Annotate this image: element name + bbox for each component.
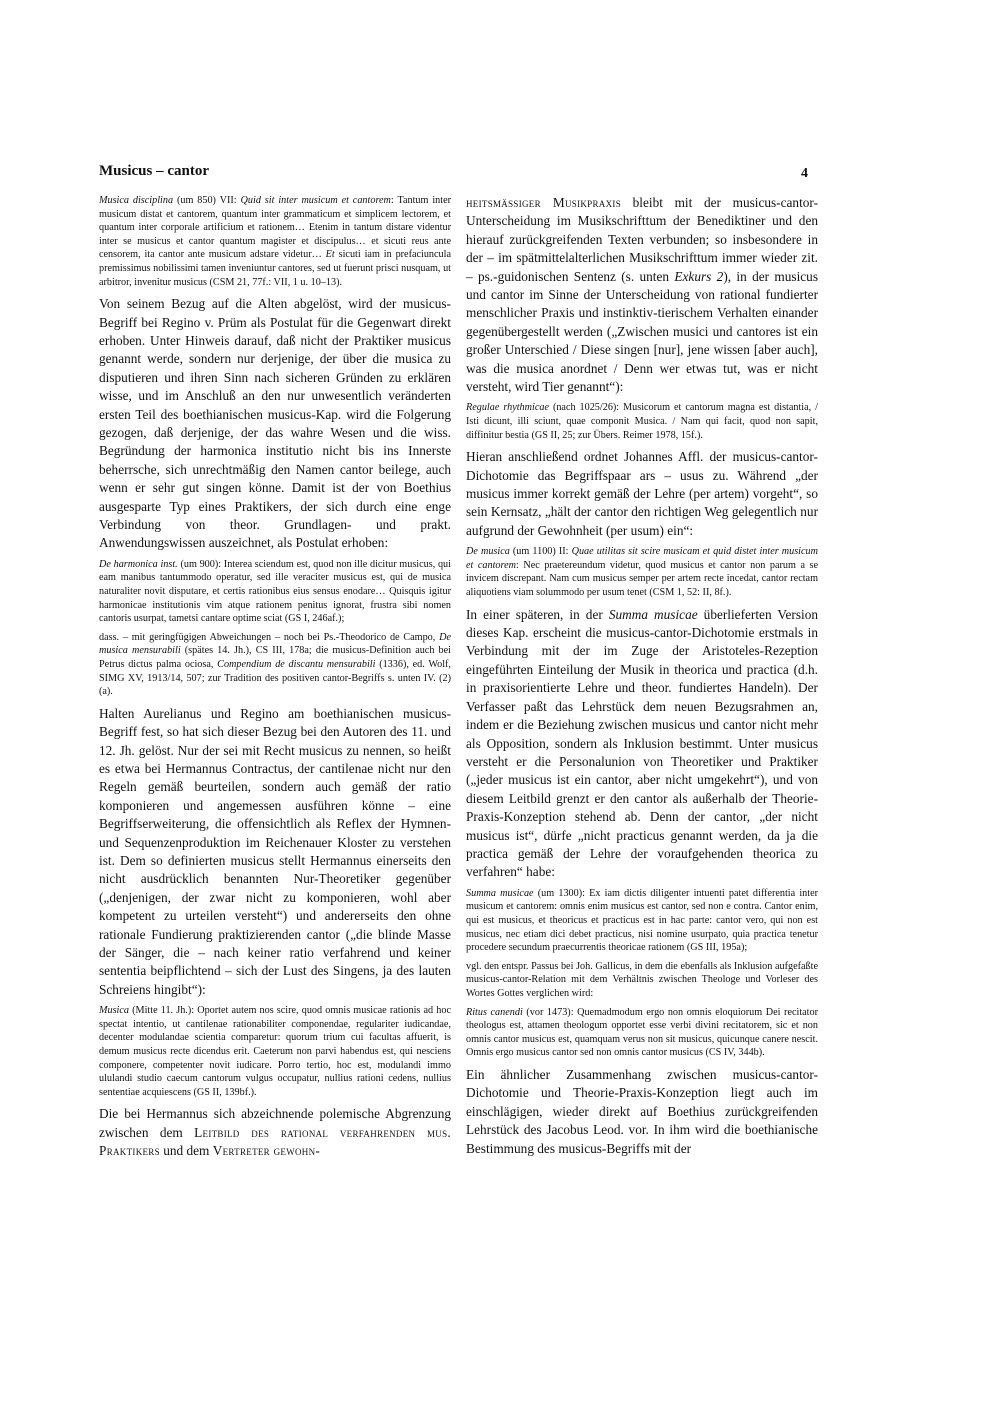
cross-reference: Exkurs 2 [674, 268, 724, 284]
small-caps-term: Vertreter gewohn- [212, 1143, 321, 1159]
quote-text: (um 900): Interea sciendum est, quod non ille dicitur musicus, qui eam manibus tantummodo operatur, sed ille veraciter musicus est, qui de musica naturaliter novit disputare, et certis rationibus eius sensus enodare… Quisquis igitur harmonicae institutionis vim atque rationem penitus ignorat, frustra sibi nomen cantoris usurpat, tametsi cantare optime sciat (GS I, 246af.); [99, 558, 451, 625]
quote-italic-word: Et [325, 249, 335, 261]
commentary-text: (spätes 14. Jh.), CS III, 178a; die musicus-Definition auch bei Petrus dictus palma ociosa, [99, 645, 451, 670]
quote-source: Ritus canendi [466, 1006, 523, 1018]
quote-source: De musica [466, 546, 510, 558]
right-column [466, 194, 818, 1163]
quote-source: De harmonica inst. [99, 558, 178, 570]
paragraph-text: überlieferten Version dieses Kap. erscheint die musicus-cantor-Dichotomie erstmals in Verbindung mit der im Zuge der Aristoteles-Rezeption eingeführten Einteilung der Musik in theorica und practica (d.h. in praxisorientierte Lehre und theor. fundiertes Handeln). Der Verfasser paßt das Lehrstück dem neuen Bezugsrahmen an, indem er die Beziehung zwischen musicus und cantor nicht mehr als Opposition, sondern als Inklusion bestimmt. Unter musicus versteht er die Personalunion von Theoretiker und Praktiker („jeder musicus ist ein cantor, aber nicht umgekehrt“), und von diesem Leitbild grenzt er den cantor als außerhalb der Theorie-Praxis-Konzeption stehend ab. Denn der cantor, „der nicht musicus ist“, dürfe „nicht practicus genannt werden, da ja die practica gemäß der Lehre der voraufgehenden theorica zu verfahren“ habe: [466, 606, 819, 880]
quote-text: (um 1300): Ex iam dictis diligenter intuenti patet differentia inter musicum et cantorem: omnis enim musicus est cantor, sed non e contra. Cantor enim, qui est musicus, et theoricus et practicus est in hac parte: cantor vero, qui non est musicus, nec etiam dici debet practicus, nisi nomine usurpato, quia practica tenetur procedere secundum praecurrentis theoricae rationem (GS III, 195a); [466, 887, 818, 954]
quote-ritus-canendi [466, 1006, 818, 1060]
paragraph-text: bleibt mit der musicus-cantor-Unterscheidung im Musikschrifttum der Benediktiner und den hierauf zurückgreifenden Texten verbunden; so insbesondere in der – im spätmittelalterlichen Musikschrifttum immer wieder zit. – ps.-guidonischen Sentenz (s. unten [466, 195, 818, 284]
paragraph-abgrenzung [99, 1105, 451, 1160]
quote-source: Regulae rhythmicae [466, 402, 549, 414]
paragraph-text: In einer späteren, in der [466, 606, 609, 622]
small-caps-term: heitsmässiger Musikpraxis [466, 195, 621, 210]
commentary-text: (1336), ed. Wolf, SIMG XV, 1913/14, 507; zur Tradition des positiven cantor-Begriffs s. unten IV. (2) (a). [99, 659, 451, 698]
paragraph-jacobus: Ein ähnlicher Zusammenhang zwischen musicus-cantor-Dichotomie und Theorie-Praxis-Konzeption liegt auch im einschlägigen, wieder direkt auf Boethius zurückgreifenden Lehrstück des Jacobus Leod. vor. In ihm wird die boethianische Bestimmung des musicus-Begriffs mit der [466, 1066, 818, 1156]
quote-source: Musica disciplina [99, 195, 174, 206]
quote-text: : Nec praetereundum videtur, quod musicus et cantor non parum a se invicem discrepant. Nam cum musicus semper per artem recte incedat, cantor rectam aliquotiens viam solummodo per usum tenet (CSM 1, 52: II, 8f.). [466, 559, 818, 599]
quote-source: Summa musicae [466, 887, 534, 899]
paragraph-johannes: Hieran anschließend ordnet Johannes Affl. der musicus-cantor-Dichotomie das Begriffspaar ars – usus zu. Während „der musicus immer korrekt gemäß der Lehre (per artem) vorgeht“, so sein Kernsatz, „hält der cantor den richtigen Weg gelegentlich nur aufgrund der Gewohnheit (per usum) ein“: [466, 449, 818, 538]
quote-musica [99, 1004, 451, 1099]
quote-date: (um 1100) II: [509, 546, 572, 558]
quote-summa-musicae [466, 887, 818, 955]
quote-source: Musica [99, 1005, 129, 1017]
paragraph-text: Die bei Hermannus sich abzeichnende polemische Abgrenzung zwischen dem [99, 1106, 451, 1140]
running-title: Musicus – cantor [99, 163, 209, 179]
quote-text-end: sicuti iam in prefaciuncula premissimus nobilissimi tamen inveniuntur cantores, sed ut fuerunt prisci nusquam, ut arbitror, invenitur musicus (CSM 21, 77f.: VII, 1 u. 10–13). [99, 249, 451, 288]
quote-de-musica [466, 545, 818, 599]
quote-de-harmonica [99, 558, 451, 626]
paragraph-gewohnheit [466, 194, 818, 396]
commentary-text: dass. – mit geringfügigen Abweichungen – noch bei Ps.-Theodorico de Campo, [99, 631, 440, 643]
quote-text: (Mitte 11. Jh.): Oportet autem nos scire, quod omnis musicae rationis ad hoc spectat intentio, ut cantilenae rationabiliter componendae, regulariter iudicandae, decenter modulandae scientia comparetur: quorum trium cui facultas affuerit, is demum musicus recte dicendus erit. Caeterum non parvi habendus est, qui nesciens componere, competenter novit iudicare. Porro tertio, hoc est, modulandi immo ululandi studio caecum cantorum vulgus occupatur, nullius rationi cedens, nullius sententiae acquiescens (GS II, 139bf.). [99, 1005, 451, 1098]
paragraph-text: ), in der musicus und cantor im Sinne der Unterscheidung von rational fundierter menschlicher Praxis und instinktiv-tierischem Verhalten einander gegenübergestellt werden („Zwischen musici und cantores ist ein großer Unterschied / Diese singen [nur], jene wissen [aber auch], was die musica anordnet / Denn wer etwas tut, was er nicht versteht, wird Tier genannt“): [466, 268, 818, 395]
quote-chapter-title: Quae utilitas sit scire musicam et quid distet inter musicum et cantorem [466, 546, 818, 571]
left-column [99, 194, 451, 1166]
paragraph-hermannus: Halten Aurelianus und Regino am boethianischen musicus-Begriff fest, so hat sich dieser Bezug bei den Autoren des 11. und 12. Jh. gelöst. Nur der sei mit Recht musicus zu nennen, so heißt es etwa bei Hermannus Contractus, der cantilenae nicht nur den Regeln gemäß beurteilen, sondern auch gemäß der ratio komponieren und angemessen ausführen könne – eine Begriffserweiterung, die offensichtlich als Reflex der Hymnen- und Sequenzenproduktion im Reichenauer Kloster zu verstehen ist. Dem so definierten musicus stellt Hermannus einerseits den nicht ausdrücklich benannten Nur-Theoretiker gegenüber („denjenigen, der zwar nicht zu komponieren, wohl aber kompetent zu urteilen versteht“) und andererseits den ohne rationale Fundierung praktizierenden cantor („die blinde Masse der Sänger, die – nach keiner ratio verfahrend und keiner sententia beipflichtend – sich der Lust des Singens, ja des lauten Schreiens hingibt“): [99, 705, 451, 997]
paragraph-summa [466, 606, 818, 882]
work-title: Summa musicae [608, 606, 698, 622]
paragraph-regino: Von seinem Bezug auf die Alten abgelöst, wird der musicus-Begriff bei Regino v. Prüm als Postulat für die Gegenwart direkt erhoben. Unter Hinweis darauf, daß nicht der Praktiker musicus genannt werde, sondern nur derjenige, der über die musica zu disputieren und ihren Sinn nach sicheren Gründen zu erklären wisse, und im Anschluß an den nur unwesentlich veränderten ersten Teil des boethianischen musicus-Kap. wird die Folgerung gezogen, daß derjenige, der das wahre Wesen und die wiss. Begründung der harmonica institutio nicht bis ins Innerste beherrsche, sich unrechtmäßig den Namen cantor beilege, auch wenn er sehr gut singen könne. Damit ist der von Boethius ausgesparte Typ eines Praktikers, der sich durch eine enge Verbindung von theor. Grundlagen- und prakt. Anwendungswissen auszeichnet, als Postulat erhoben: [99, 296, 451, 551]
quote-text: : Tantum inter musicum distat et cantorem, quantum inter grammaticum et simplicem lectorem, et quantum inter corporale artificium et rationem… Etenim in tantum distare videntur inter se musicus et cantor quantum magister et discipulus… et sicuti reus ante censorem, ita cantor ante musicum adstare videtur… [99, 195, 451, 261]
quote-text: (vor 1473): Quemadmodum ergo non omnis eloquiorum Dei recitator theologus est, attamen theologum opportet esse verbi divini recitatorem, sic et non omnis cantor musicus est, quamquam verus non sit musicus, quicunque canere nescit. Omnis ergo musicus cantor sed non omnis cantor musicus (CS IV, 344b). [466, 1006, 818, 1059]
quote-chapter-title: Quid sit inter musicum et cantorem [240, 195, 391, 206]
quote-date: (um 850) VII: [173, 195, 241, 206]
small-caps-term: Leitbild des rational verfahrenden mus. Praktikers [99, 1124, 451, 1159]
quote-musica-disciplina [99, 194, 451, 289]
quote-regulae-rhythmicae [466, 401, 818, 442]
commentary-work-title: De musica mensurabili [99, 631, 451, 657]
quote-commentary: vgl. den entspr. Passus bei Joh. Gallicus, in dem die ebenfalls als Inklusion aufgefaßte musicus-cantor-Relation mit dem Verhältnis zwischen Theologe und Vorleser des Wortes Gottes verglichen wird: [466, 960, 818, 999]
paragraph-text: und dem [159, 1143, 213, 1159]
page-number: 4 [801, 166, 808, 181]
quote-commentary [99, 631, 451, 699]
commentary-work-title: Compendium de discantu mensurabili [217, 659, 376, 670]
quote-text: (nach 1025/26): Musicorum et cantorum magna est distantia, / Isti dicunt, illi sciunt, quae componit Musica. / Nam qui facit, quod non sapit, diffinitur bestia (GS II, 25; zur Übers. Reimer 1978, 15f.). [466, 402, 818, 441]
